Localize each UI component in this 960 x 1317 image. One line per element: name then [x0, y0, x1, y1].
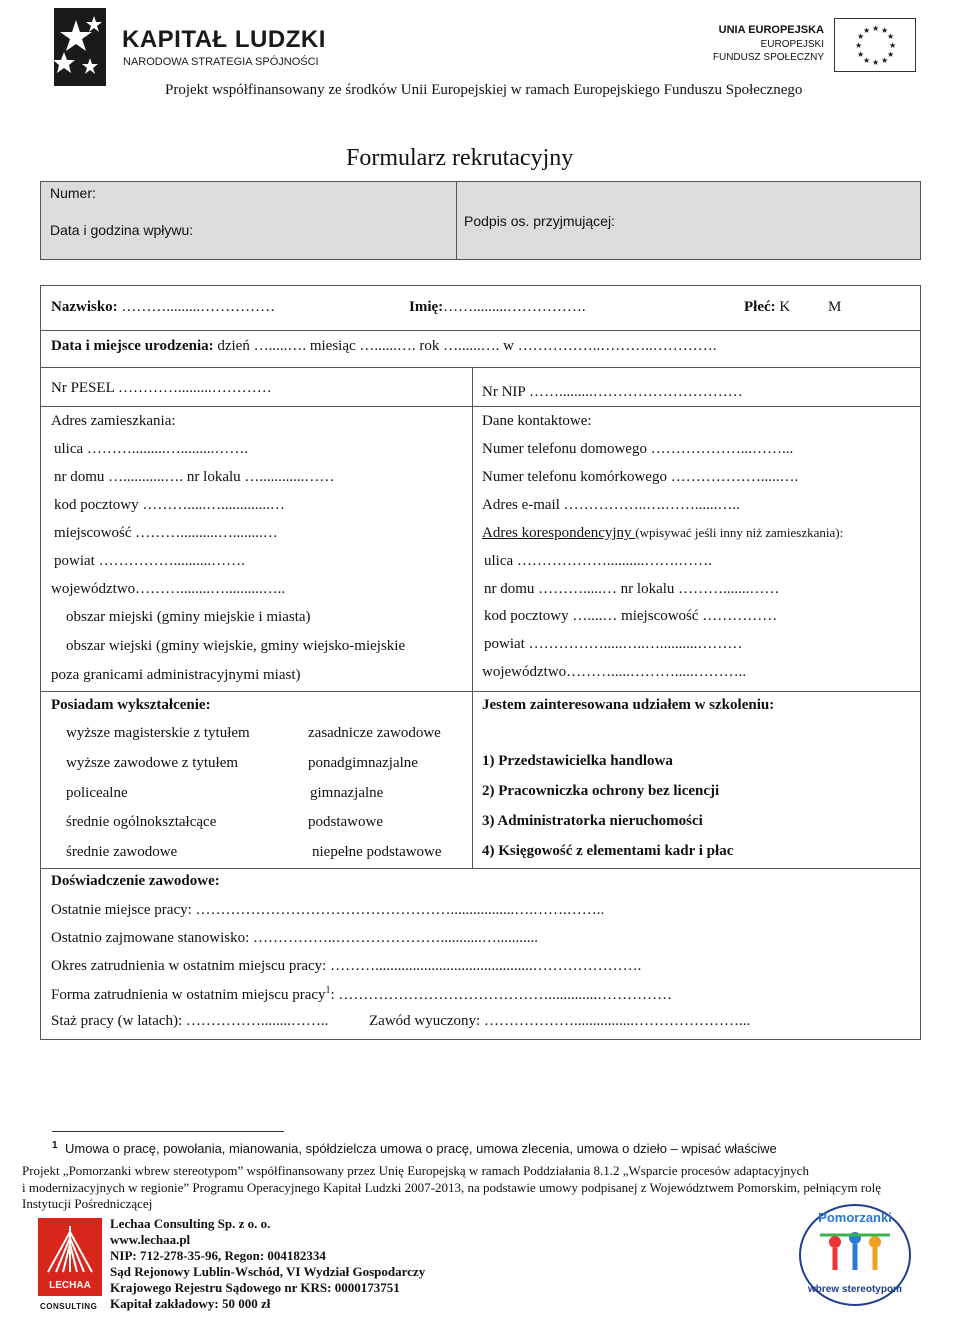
project-note-line: Instytucji Pośredniczącej — [22, 1196, 153, 1211]
training-option[interactable]: 2) Pracowniczka ochrony bez licencji — [482, 783, 720, 799]
profession-field[interactable]: Zawód wyuczony: ………………................…………………... — [369, 1013, 751, 1029]
footnote-mark: 1 — [52, 1140, 58, 1151]
experience-heading: Doświadczenie zawodowe: — [51, 873, 220, 889]
svg-text:★: ★ — [863, 56, 871, 65]
row-divider — [41, 330, 920, 331]
employment-form-dots: : …………………………………….............…………… — [330, 987, 673, 1003]
education-option[interactable]: ponadgimnazjalne — [308, 755, 418, 771]
nip-field[interactable]: Nr NIP …….........………………………… — [482, 384, 743, 400]
surname-field[interactable] — [51, 299, 275, 316]
education-option[interactable]: podstawowe — [308, 814, 383, 830]
training-heading: Jestem zainteresowana udziałem w szkoleniu: — [482, 697, 775, 713]
sex-label: Płeć: — [744, 299, 776, 315]
name-field[interactable] — [409, 299, 586, 316]
lechaa-logo-sub: CONSULTING — [40, 1302, 98, 1311]
company-capital: Kapitał zakładowy: 50 000 zł — [110, 1296, 271, 1311]
intake-signature-label: Podpis os. przyjmującej: — [464, 213, 615, 229]
pesel-field[interactable]: Nr PESEL ………….........………… — [51, 380, 272, 396]
page-title: Formularz rekrutacyjny — [346, 145, 574, 171]
seniority-field[interactable]: Staż pracy (w latach): ……………........…….. — [51, 1013, 329, 1029]
education-option[interactable]: zasadnicze zawodowe — [308, 725, 441, 741]
address-province-field[interactable]: województwo………........…..........….. — [51, 581, 286, 597]
sex-option-k[interactable]: K — [779, 299, 791, 315]
employment-period-field[interactable]: Okres zatrudnienia w ostatnim miejscu pracy: ………..........................................…………………. — [51, 958, 642, 974]
row-divider — [41, 868, 920, 869]
corr-postal-city-field[interactable]: kod pocztowy …....… miejscowość …………… — [484, 608, 778, 624]
correspondence-heading — [482, 525, 843, 542]
last-position-field[interactable]: Ostatnio zajmowane stanowisko: ……………..…………………...........…........... — [51, 930, 539, 946]
footnote-rule — [52, 1131, 284, 1132]
corr-county-field[interactable]: powiat …………….....…..…..........……… — [484, 636, 743, 652]
column-divider — [472, 367, 473, 868]
surname-label: Nazwisko: — [51, 299, 118, 315]
company-www[interactable]: www.lechaa.pl — [110, 1232, 191, 1247]
rural-area-option[interactable]: obszar wiejski (gminy wiejskie, gminy wiejsko-miejskie — [66, 638, 406, 654]
correspondence-label: Adres korespondencyjny — [482, 525, 636, 541]
education-option[interactable]: średnie zawodowe — [66, 844, 178, 860]
cofinance-line: Projekt współfinansowany ze środków Unii Europejskiej w ramach Europejskiego Funduszu Społecznego — [165, 82, 803, 98]
birth-dots: dzień ….....…. miesiąc …......…. rok …......…. w ……………..………..…………. — [217, 338, 717, 354]
education-option[interactable]: gimnazjalne — [310, 785, 384, 801]
correspondence-note: (wpisywać jeśli inny niż zamieszkania): — [635, 525, 844, 540]
footnote-text: Umowa o pracę, powołania, mianowania, spółdzielcza umowa o pracę, umowa zlecenia, umowa o dzieło – wpisać właściwe — [65, 1141, 777, 1156]
education-option[interactable]: policealne — [66, 785, 128, 801]
intake-box — [40, 181, 921, 260]
birth-field[interactable] — [51, 338, 716, 355]
footnote-ref: 1 — [325, 985, 331, 996]
main-form-box — [40, 285, 921, 1040]
training-option[interactable]: 4) Księgowość z elementami kadr i płac — [482, 843, 734, 859]
sex-field[interactable] — [744, 299, 841, 316]
address-city-field[interactable]: miejscowość ………..........…........… — [54, 525, 278, 541]
eu-line2: EUROPEJSKI — [760, 39, 824, 50]
education-option[interactable]: wyższe magisterskie z tytułem — [66, 725, 250, 741]
eu-title: UNIA EUROPEJSKA — [718, 24, 824, 36]
company-ids: NIP: 712-278-35-96, Regon: 004182334 — [110, 1248, 326, 1263]
intake-number-label: Numer: — [50, 185, 96, 201]
svg-text:★: ★ — [855, 41, 863, 50]
pomorzanki-emblem-icon — [790, 1200, 920, 1310]
kl-subtitle: NARODOWA STRATEGIA SPÓJNOŚCI — [123, 56, 319, 68]
urban-area-option[interactable]: obszar miejski (gminy miejskie i miasta) — [66, 609, 311, 625]
surname-dots: ……….........…………… — [121, 299, 276, 315]
address-street-field[interactable]: ulica ……….........….........……. — [54, 441, 249, 457]
email-field[interactable]: Adres e-mail ……………..….……......….. — [482, 497, 740, 513]
svg-text:★: ★ — [887, 50, 895, 59]
project-note-line: Projekt „Pomorzanki wbrew stereotypom” współfinansowany przez Unię Europejską w ramach Poddziałania 8.1.2 „Wsparcie procesów adaptacyjnych — [22, 1163, 809, 1178]
home-phone-field[interactable]: Numer telefonu domowego ………………...……... — [482, 441, 794, 457]
education-option[interactable]: średnie ogólnokształcące — [66, 814, 217, 830]
address-county-field[interactable]: powiat ……………..........……. — [54, 553, 245, 569]
svg-text:★: ★ — [887, 32, 895, 41]
svg-text:★: ★ — [857, 50, 865, 59]
kl-title: KAPITAŁ LUDZKI — [122, 26, 326, 53]
mobile-phone-field[interactable]: Numer telefonu komórkowego ……………….....…. — [482, 469, 799, 485]
lechaa-logo — [38, 1218, 102, 1314]
pomorzanki-logo-bottom: wbrew stereotypom — [808, 1284, 902, 1295]
education-option[interactable]: wyższe zawodowe z tytułem — [66, 755, 239, 771]
row-divider — [472, 406, 920, 407]
training-option[interactable]: 1) Przedstawicielka handlowa — [482, 753, 673, 769]
row-divider — [41, 691, 920, 692]
eu-line3: FUNDUSZ SPOŁECZNY — [712, 52, 824, 63]
employment-form-field[interactable] — [51, 985, 672, 1004]
name-dots: …….........……………. — [443, 299, 586, 315]
svg-text:★: ★ — [889, 41, 897, 50]
education-heading: Posiadam wykształcenie: — [51, 697, 211, 713]
employment-form-label: Forma zatrudnienia w ostatnim miejscu pracy — [51, 987, 326, 1003]
corr-province-field[interactable]: województwo……….....……….....……….. — [482, 664, 747, 680]
lechaa-emblem-icon — [38, 1218, 102, 1296]
name-label: Imię: — [409, 299, 444, 315]
svg-text:★: ★ — [857, 32, 865, 41]
address-postal-field[interactable]: kod pocztowy ……….....….............… — [54, 497, 285, 513]
address-heading: Adres zamieszkania: — [51, 413, 176, 429]
training-option[interactable]: 3) Administratorka nieruchomości — [482, 813, 703, 829]
company-krs: Krajowego Rejestru Sądowego nr KRS: 0000173751 — [110, 1280, 400, 1295]
row-divider — [41, 406, 472, 407]
birth-label: Data i miejsce urodzenia: — [51, 338, 214, 354]
education-option[interactable]: niepełne podstawowe — [312, 844, 442, 860]
address-house-field[interactable]: nr domu …...........…. nr lokalu …............…… — [54, 469, 335, 485]
contact-heading: Dane kontaktowe: — [482, 413, 592, 429]
sex-option-m[interactable]: M — [827, 299, 842, 315]
corr-house-field[interactable]: nr domu ……….....… nr lokalu ……….......…… — [484, 581, 780, 597]
eu-flag-icon — [834, 18, 916, 72]
intake-divider — [456, 182, 457, 259]
project-note-line: i modernizacyjnych w regionie” Programu Operacyjnego Kapitał Ludzki 2007-2013, na podstawie umowy podpisanej z Województwem Pomorskim, pełniącym rolę — [22, 1180, 882, 1195]
pomorzanki-logo-top: Pomorzanki — [818, 1210, 892, 1225]
svg-text:★: ★ — [881, 56, 889, 65]
svg-text:★: ★ — [872, 58, 880, 67]
lechaa-logo-text: LECHAA — [49, 1280, 91, 1291]
kapital-ludzki-logo — [46, 8, 326, 88]
kapital-ludzki-emblem-icon — [46, 8, 116, 88]
intake-datetime-label: Data i godzina wpływu: — [50, 222, 194, 238]
svg-text:★: ★ — [881, 26, 889, 35]
company-name: Lechaa Consulting Sp. z o. o. — [110, 1216, 271, 1231]
svg-text:★: ★ — [872, 24, 880, 33]
row-divider — [41, 367, 920, 368]
svg-text:★: ★ — [863, 26, 871, 35]
pomorzanki-logo — [790, 1200, 920, 1310]
last-workplace-field[interactable]: Ostatnie miejsce pracy: …………………………………………….................….…….…….. — [51, 902, 605, 918]
corr-street-field[interactable]: ulica ………………..........…….……. — [484, 553, 712, 569]
eu-logo — [700, 18, 920, 74]
rural-area-option-cont: poza granicami administracyjnymi miast) — [51, 667, 301, 683]
company-court: Sąd Rejonowy Lublin-Wschód, VI Wydział Gospodarczy — [110, 1264, 426, 1279]
